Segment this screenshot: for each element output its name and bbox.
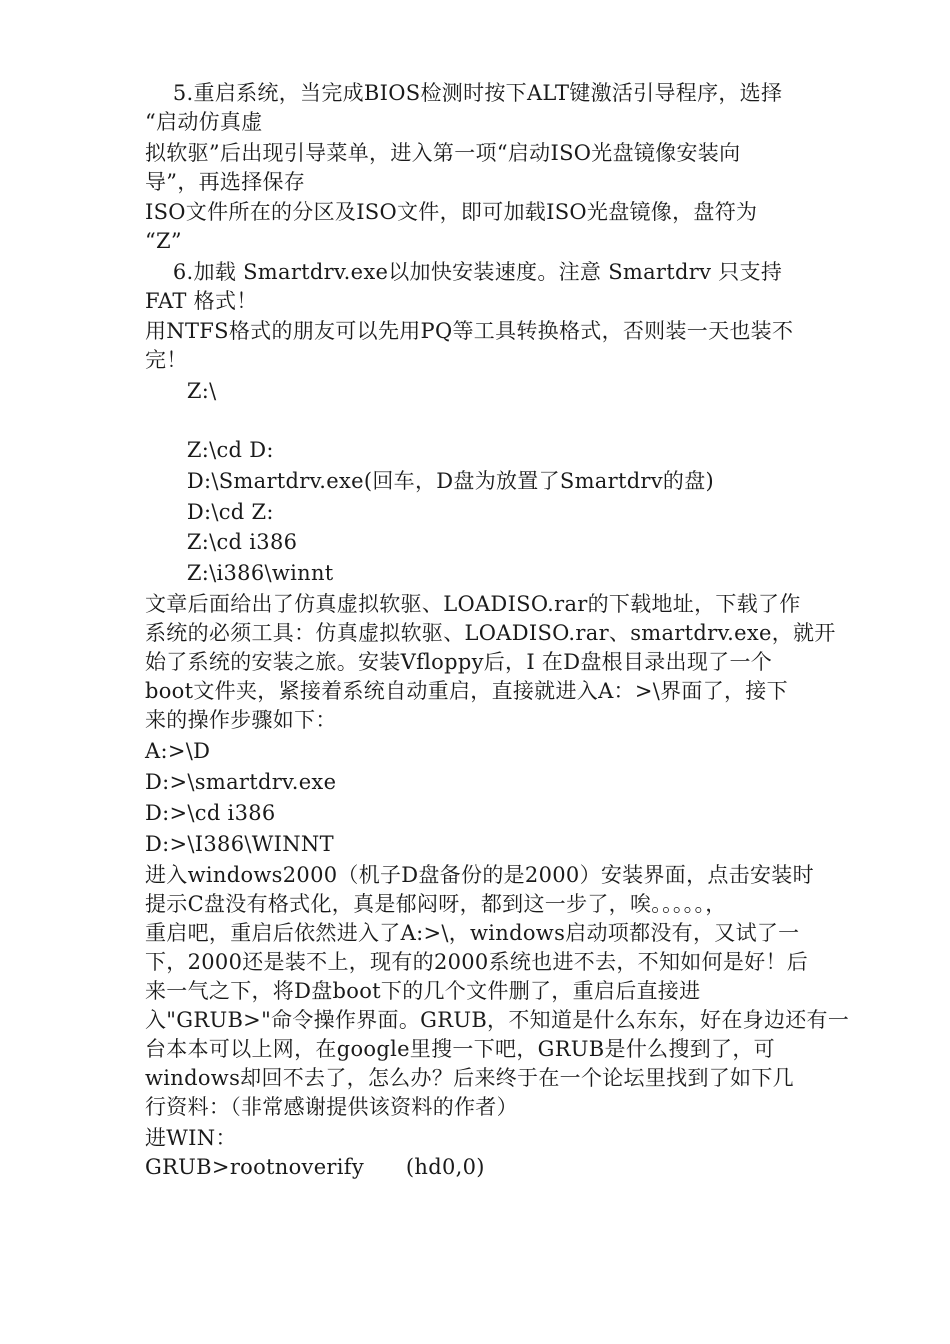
text-line: ISO文件所在的分区及ISO文件，即可加载ISO光盘镜像，盘符为: [145, 200, 758, 224]
text-line: 文章后面给出了仿真虚拟软驱、LOADISO.rar的下载地址，下载了作: [145, 592, 801, 616]
code-line: GRUB>rootnoverify (hd0,0): [145, 1155, 485, 1179]
code-line: D:>\I386\WINNT: [145, 832, 334, 856]
text-line: windows却回不去了，怎么办？后来终于在一个论坛里找到了如下几: [145, 1066, 794, 1090]
text-line: “启动仿真虚: [145, 110, 263, 134]
text-line: 入"GRUB>"命令操作界面。GRUB，不知道是什么东东，好在身边还有一: [145, 1008, 850, 1032]
code-line: D:\cd Z:: [145, 500, 274, 524]
text-line: 6.加载 Smartdrv.exe以加快安装速度。注意 Smartdrv 只支持: [145, 260, 783, 284]
code-line: Z:\cd i386: [145, 530, 298, 554]
code-line: Z:\i386\winnt: [145, 561, 334, 585]
code-line: D:\Smartdrv.exe(回车，D盘为放置了Smartdrv的盘): [145, 469, 715, 493]
text-line: 用NTFS格式的朋友可以先用PQ等工具转换格式，否则装一天也装不: [145, 319, 794, 343]
text-line: 始了系统的安装之旅。安装Vfloppy后，I 在D盘根目录出现了一个: [145, 650, 773, 674]
code-line: D:>\cd i386: [145, 801, 276, 825]
text-line: 系统的必须工具：仿真虚拟软驱、LOADISO.rar、smartdrv.exe，就开: [145, 621, 836, 645]
code-line: A:>\D: [145, 739, 211, 763]
text-line: 拟软驱”后出现引导菜单，进入第一项“启动ISO光盘镜像安装向: [145, 141, 741, 165]
code-line: Z:\: [145, 379, 217, 403]
text-line: 重启吧，重启后依然进入了A:>\，windows启动项都没有，又试了一: [145, 921, 800, 945]
text-line: 完！: [145, 348, 188, 372]
text-line: 台本本可以上网，在google里搜一下吧，GRUB是什么搜到了，可: [145, 1037, 775, 1061]
code-line: D:>\smartdrv.exe: [145, 770, 337, 794]
text-line: boot文件夹，紧接着系统自动重启，直接就进入A：>\界面了，接下: [145, 679, 788, 703]
code-line: Z:\cd D:: [145, 438, 274, 462]
text-line: 来一气之下，将D盘boot下的几个文件删了，重启后直接进: [145, 979, 701, 1003]
text-line: 下，2000还是装不上，现有的2000系统也进不去，不知如何是好！后: [145, 950, 809, 974]
text-line: 5.重启系统，当完成BIOS检测时按下ALT键激活引导程序，选择: [145, 81, 783, 105]
text-line: 提示C盘没有格式化，真是郁闷呀，都到这一步了，唉。。。。。，: [145, 892, 727, 916]
text-line: “Z”: [145, 229, 182, 253]
text-line: FAT 格式！: [145, 289, 258, 313]
text-line: 来的操作步骤如下：: [145, 708, 337, 732]
text-line: 进入windows2000（机子D盘备份的是2000）安装界面，点击安装时: [145, 863, 814, 887]
text-line: 行资料：（非常感谢提供该资料的作者）: [145, 1095, 518, 1119]
text-line: 导”，再选择保存: [145, 170, 306, 194]
text-line: 进WIN：: [145, 1126, 237, 1150]
